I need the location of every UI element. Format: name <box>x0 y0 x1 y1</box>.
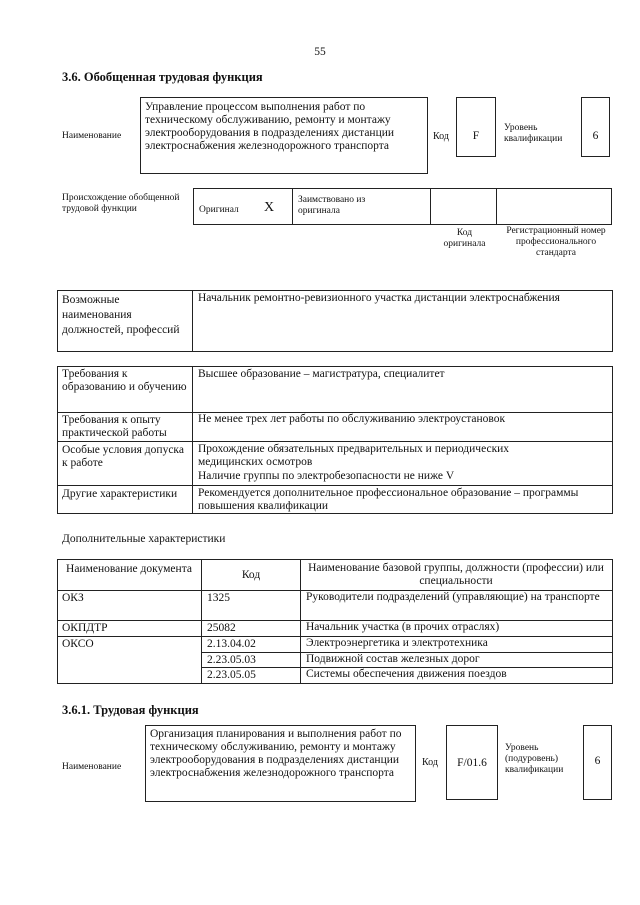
sub-name-value: Организация планирования и выполнения работ по техническому обслуживанию, ремонту и монтажу электрооборудования в подразделениях дистанции электроснабжения железнодорожного транспорта <box>145 725 416 802</box>
sub-level-label: Уровень (подуровень) квалификации <box>505 743 564 775</box>
row-code: 1325 <box>207 592 230 604</box>
row-name: Руководители подразделений (управляющие) на транспорте <box>306 591 600 603</box>
req-education-label: Требования к образованию и обучению <box>62 368 187 393</box>
req-experience-label: Требования к опыту практической работы <box>62 414 167 439</box>
original-label: Оригинал <box>199 205 239 215</box>
row-code: 2.23.05.03 <box>207 654 256 666</box>
row-code: 2.13.04.02 <box>207 638 256 650</box>
sub-level-value: 6 <box>583 725 612 800</box>
req-conditions-value: Прохождение обязательных предварительных и периодических медицинских осмотров <box>198 443 510 468</box>
req-conditions-value2: Наличие группы по электробезопасности не ниже V <box>198 470 455 482</box>
sub-name-label: Наименование <box>62 762 122 772</box>
level-label: Уровень квалификации <box>504 123 563 144</box>
origin-label: Происхождение обобщенной трудовой функции <box>62 193 180 214</box>
row-code: 25082 <box>207 622 236 634</box>
code-original-caption: Код оригинала <box>443 228 486 249</box>
req-other-label: Другие характеристики <box>62 488 178 500</box>
name-value: Управление процессом выполнения работ по техническому обслуживанию, ремонту и монтажу электрооборудования в подразделениях дистанции электроснабжения железнодорожного транспорта <box>140 97 428 174</box>
row-name: Электроэнергетика и электротехника <box>306 637 488 649</box>
sub-code-label: Код <box>422 757 438 768</box>
code-label: Код <box>433 131 449 142</box>
req-other-value: Рекомендуется дополнительное профессиональное образование – программы повышения квалификации <box>198 487 579 512</box>
section-heading: 3.6. Обобщенная трудовая функция <box>62 70 263 84</box>
additional-title: Дополнительные характеристики <box>62 533 226 545</box>
original-mark: X <box>264 200 275 215</box>
row-doc: ОКЗ <box>62 592 84 604</box>
row-code: 2.23.05.05 <box>207 669 256 681</box>
col-header-doc: Наименование документа <box>66 563 192 575</box>
level-value: 6 <box>581 97 610 157</box>
row-name: Начальник участка (в прочих отраслях) <box>306 621 500 633</box>
row-name: Системы обеспечения движения поездов <box>306 668 507 680</box>
req-education-value: Высшее образование – магистратура, специалитет <box>198 368 445 380</box>
code-value: F <box>456 97 496 157</box>
page-number: 55 <box>314 46 326 58</box>
positions-label: Возможные наименования должностей, профессий <box>62 294 180 336</box>
col-header-name: Наименование базовой группы, должности (профессии) или специальности <box>308 562 604 587</box>
row-doc: ОКПДТР <box>62 622 108 634</box>
reg-number-caption: Регистрационный номер профессионального стандарта <box>506 226 606 258</box>
positions-value: Начальник ремонтно-ревизионного участка дистанции электроснабжения <box>198 292 560 304</box>
req-experience-value: Не менее трех лет работы по обслуживанию электроустановок <box>198 413 506 425</box>
borrowed-label: Заимствовано из оригинала <box>298 195 366 216</box>
req-conditions-label: Особые условия допуска к работе <box>62 444 184 469</box>
sub-code-value: F/01.6 <box>446 725 498 800</box>
row-doc: ОКСО <box>62 638 94 650</box>
name-label: Наименование <box>62 131 122 141</box>
subsection-heading: 3.6.1. Трудовая функция <box>62 703 199 717</box>
row-name: Подвижной состав железных дорог <box>306 653 480 665</box>
col-header-code: Код <box>241 569 261 581</box>
